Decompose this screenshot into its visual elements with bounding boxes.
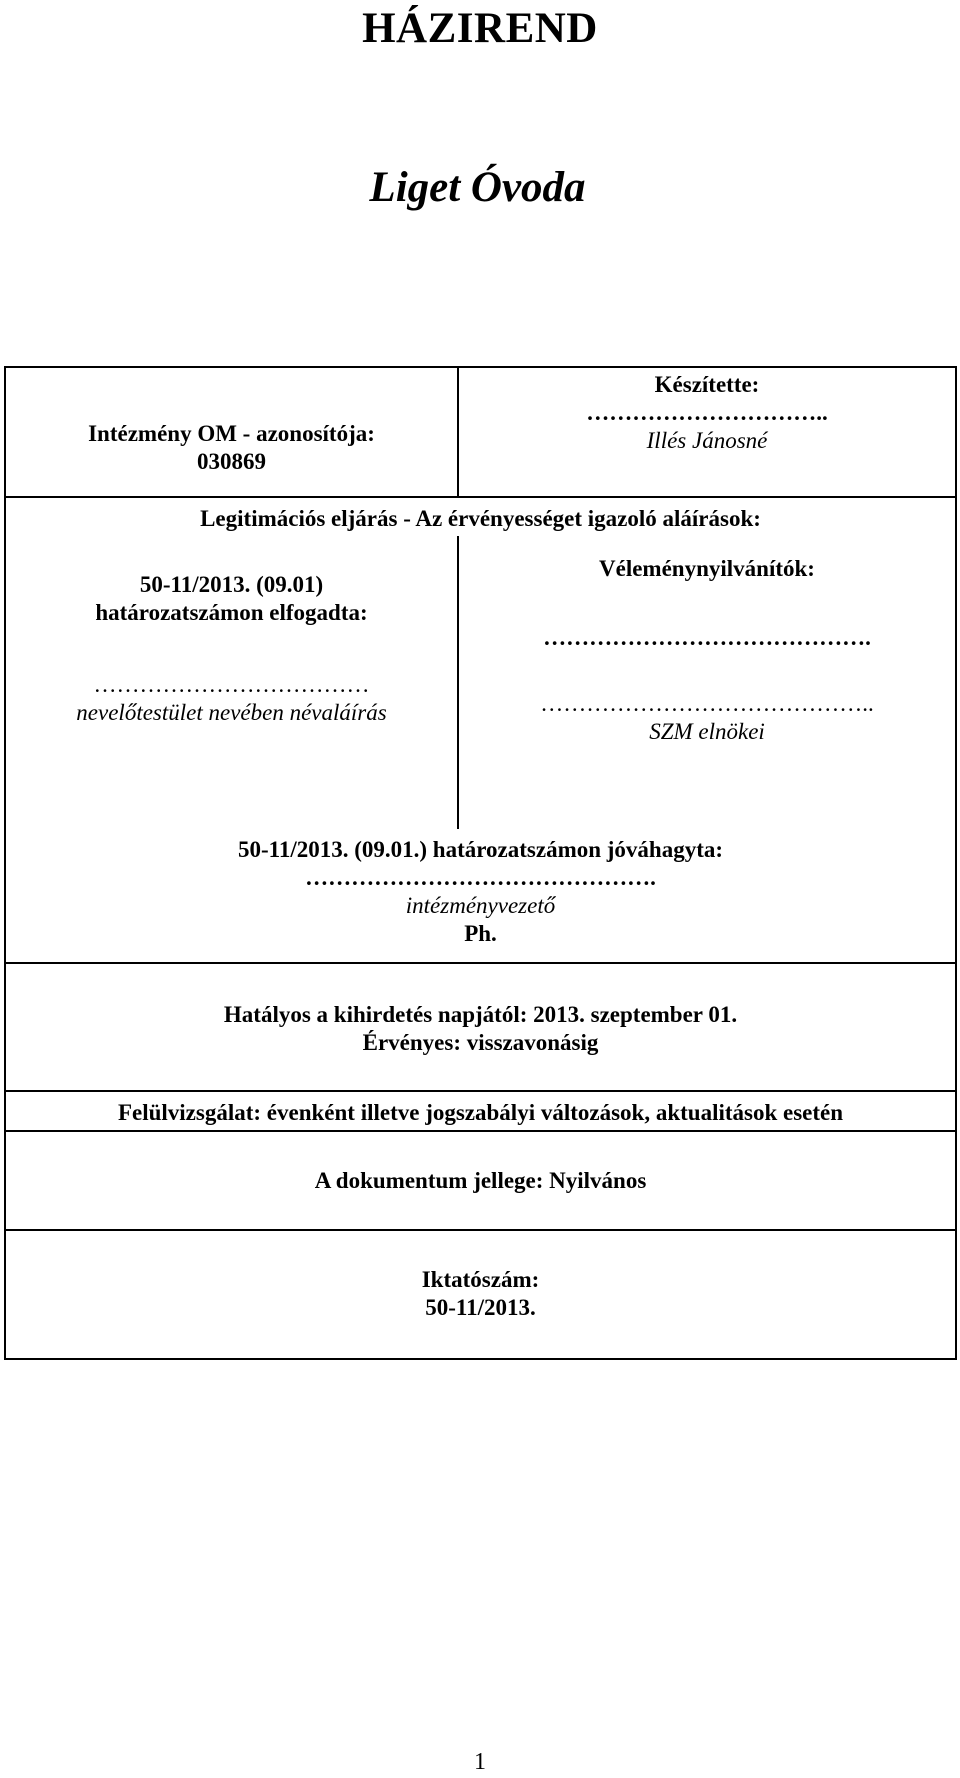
institution-name: Liget Óvoda (369, 164, 586, 211)
om-id-value: 030869 (197, 449, 266, 474)
adoption-signature-label: nevelőtestület nevében névaláírás (76, 700, 387, 725)
adoption-cell (6, 571, 457, 627)
approval-role: intézményvezető (405, 893, 556, 918)
approval-dots: ………………………………………. (305, 865, 656, 890)
prepared-by-cell (459, 371, 955, 455)
valid-until: Érvényes: visszavonásig (362, 1030, 599, 1055)
opinions-label: Véleménynyilvánítók: (599, 556, 815, 581)
row-divider (4, 496, 957, 498)
document-nature: A dokumentum jellege: Nyilvános (314, 1168, 647, 1193)
adoption-signature-block (6, 671, 457, 727)
document-title: HÁZIREND (362, 5, 598, 52)
adoption-signature-dots: ……………………………… (93, 672, 370, 697)
validity-cell (6, 1001, 955, 1057)
adoption-label: határozatszámon elfogadta: (95, 600, 368, 625)
opinions-signature-block (459, 690, 955, 746)
prepared-by-dots: ………………………….. (586, 400, 828, 425)
opinions-dots-1: ……………………………………. (543, 625, 871, 650)
opinions-dots-2: …………………………………….. (540, 691, 874, 716)
row-divider (4, 1090, 957, 1092)
om-id-label: Intézmény OM - azonosítója: (88, 421, 375, 446)
effective-date: Hatályos a kihirdetés napjától: 2013. szeptember 01. (223, 1002, 738, 1027)
registration-label: Iktatószám: (421, 1267, 540, 1292)
om-id-cell (6, 420, 457, 476)
registration-cell (6, 1266, 955, 1322)
page-number: 1 (474, 1749, 486, 1775)
approval-stamp: Ph. (464, 921, 497, 946)
review-text: Felülvizsgálat: évenként illetve jogszabályi változások, aktualitások esetén (117, 1100, 844, 1125)
prepared-by-name: Illés Jánosné (646, 428, 768, 453)
row-divider (4, 962, 957, 964)
row-divider (4, 1229, 957, 1231)
approval-line: 50-11/2013. (09.01.) határozatszámon jóváhagyta: (237, 837, 724, 862)
row-divider (4, 1130, 957, 1132)
approval-cell (6, 836, 955, 948)
adoption-decision-number: 50-11/2013. (09.01) (139, 572, 324, 597)
registration-number: 50-11/2013. (425, 1295, 536, 1320)
prepared-by-label: Készítette: (654, 372, 760, 397)
legitimation-heading: Legitimációs eljárás - Az érvényességet igazoló aláírások: (200, 506, 761, 531)
opinions-signature-label: SZM elnökei (649, 719, 765, 744)
